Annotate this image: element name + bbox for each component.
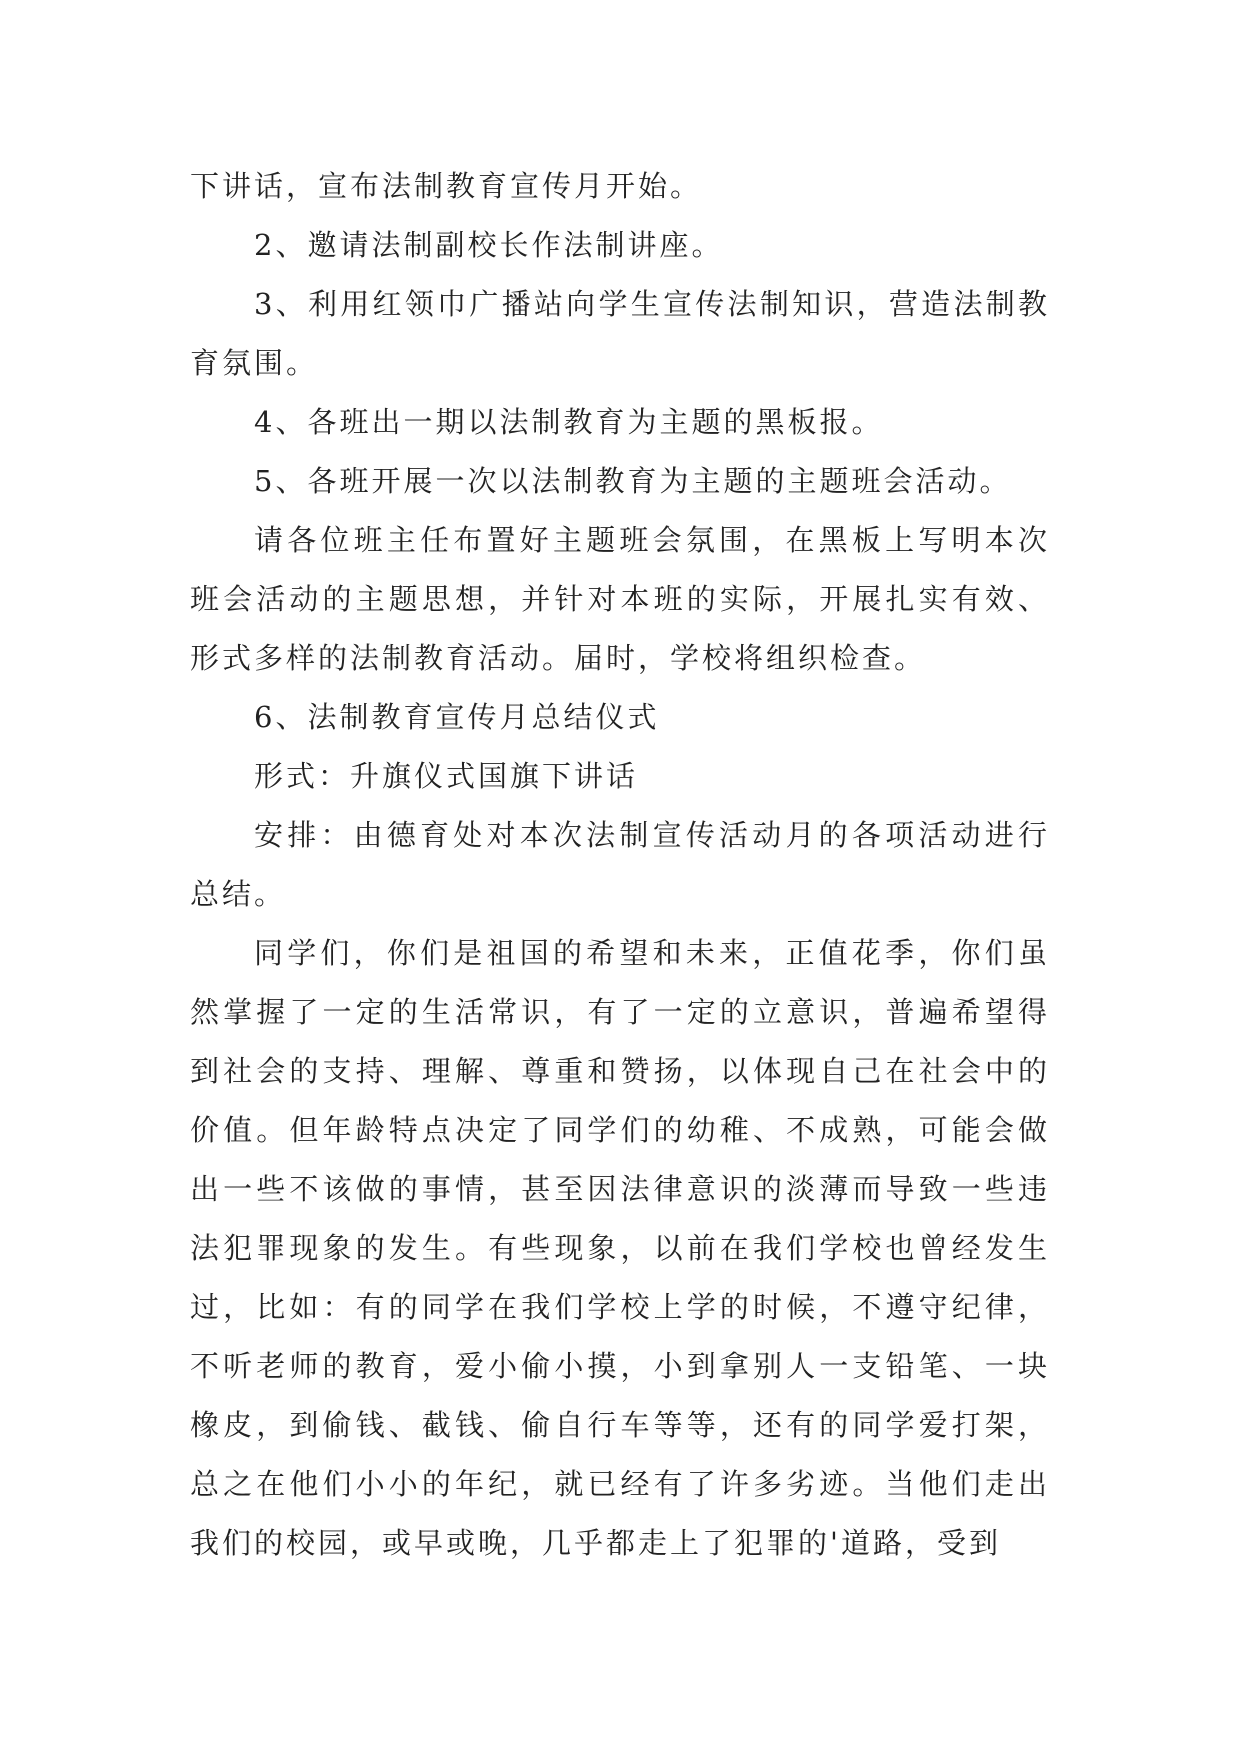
paragraph-4: 4、各班出一期以法制教育为主题的黑板报。 [254,405,884,439]
paragraph-5: 5、各班开展一次以法制教育为主题的主题班会活动。 [254,464,1012,498]
paragraph-2: 2、邀请法制副校长作法制讲座。 [254,228,724,262]
document-body [190,157,1050,1573]
paragraph-10: 同学们，你们是祖国的希望和未来，正值花季，你们虽然掌握了一定的生活常识，有了一定的立意识，普遍希望得到社会的支持、理解、尊重和赞扬，以体现自己在社会中的价值。但年龄特点决定了同学们的幼稚、不成熟，可能会做出一些不该做的事情，甚至因法律意识的淡薄而导致一些违法犯罪现象的发生。有些现象，以前在我们学校也曾经发生过，比如：有的同学在我们学校上学的时候，不遵守纪律，不听老师的教育，爱小偷小摸，小到拿别人一支铅笔、一块橡皮，到偷钱、截钱、偷自行车等等，还有的同学爱打架，总之在他们小小的年纪，就已经有了许多劣迹。当他们走出我们的校园，或早或晚，几乎都走上了犯罪的'道路，受到 [190,936,1050,1560]
paragraph-9: 安排：由德育处对本次法制宣传活动月的各项活动进行总结。 [190,818,1050,911]
paragraph-1: 下讲话，宣布法制教育宣传月开始。 [190,169,703,203]
paragraph-8: 形式：升旗仪式国旗下讲话 [254,759,639,793]
paragraph-7: 6、法制教育宣传月总结仪式 [254,700,660,734]
paragraph-3: 3、利用红领巾广播站向学生宣传法制知识，营造法制教育氛围。 [190,287,1050,380]
paragraph-6: 请各位班主任布置好主题班会氛围，在黑板上写明本次班会活动的主题思想，并针对本班的实际，开展扎实有效、形式多样的法制教育活动。届时，学校将组织检查。 [190,523,1050,675]
